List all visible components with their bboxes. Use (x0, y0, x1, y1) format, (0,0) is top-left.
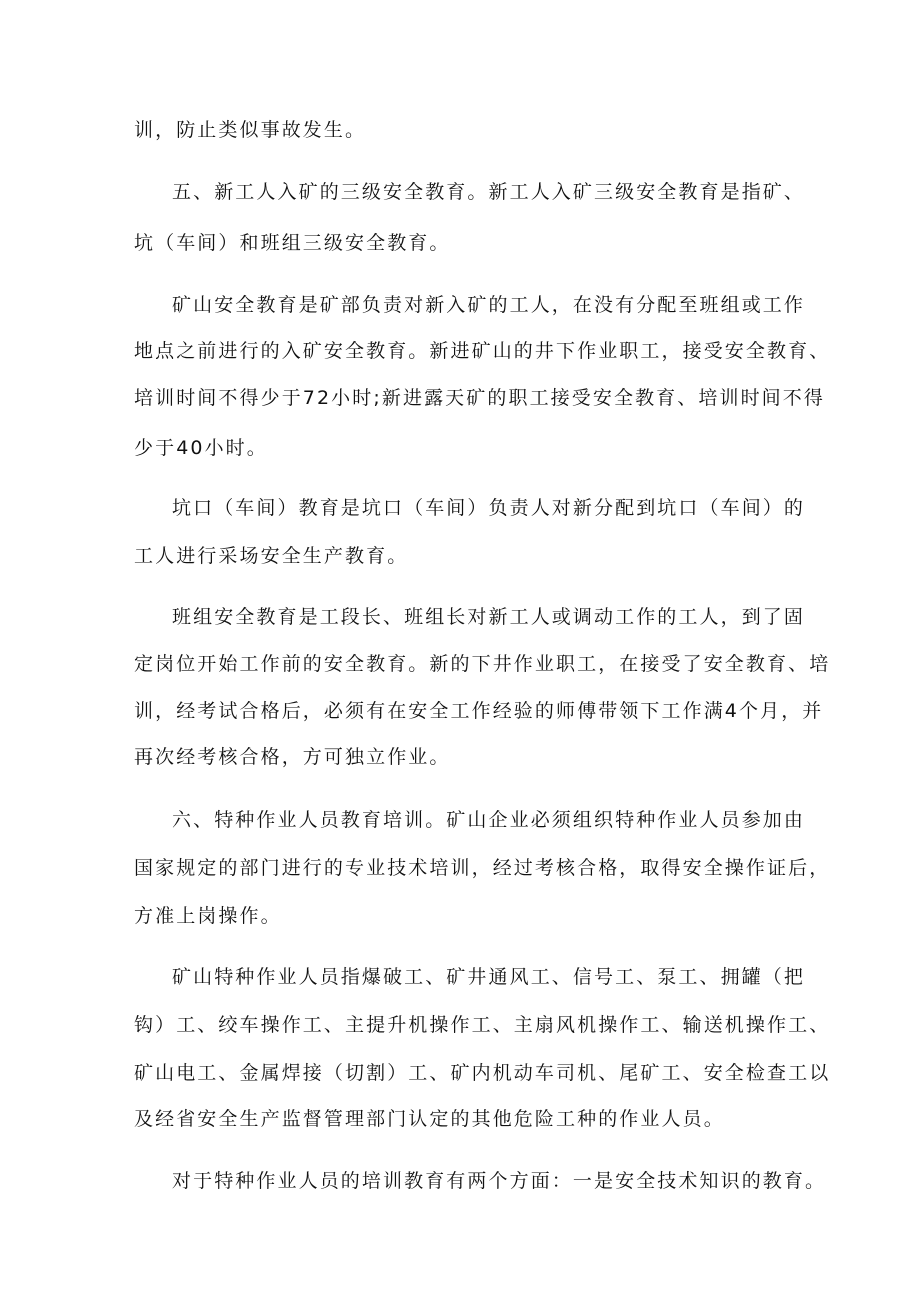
text-line: 方准上岗操作。 (134, 905, 282, 927)
text-line: 钩）工、绞车操作工、主提升机操作工、主扇风机操作工、输送机操作工、 (134, 1014, 831, 1036)
text-line: 地点之前进行的入矿安全教育。新进矿山的井下作业职工，接受安全教育、 (134, 340, 831, 362)
text-line: 训，经考试合格后，必须有在安全工作经验的师傅带领下工作满4个月，并 (134, 700, 824, 722)
text-line: 五、新工人入矿的三级安全教育。新工人入矿三级安全教育是指矿、 (172, 181, 806, 203)
text-line: 培训时间不得少于72小时;新进露天矿的职工接受安全教育、培训时间不得 (134, 387, 825, 409)
text-line: 班组安全教育是工段长、班组长对新工人或调动工作的工人，到了固 (172, 606, 806, 628)
text-line: 工人进行采场安全生产教育。 (134, 545, 409, 567)
text-line: 定岗位开始工作前的安全教育。新的下井作业职工，在接受了安全教育、培 (134, 653, 831, 675)
text-line: 坑口（车间）教育是坑口（车间）负责人对新分配到坑口（车间）的 (172, 497, 806, 519)
text-line: 六、特种作业人员教育培训。矿山企业必须组织特种作业人员参加由 (172, 809, 806, 831)
text-line: 矿山特种作业人员指爆破工、矿井通风工、信号工、泵工、拥罐（把 (172, 966, 806, 988)
text-line: 矿山电工、金属焊接（切割）工、矿内机动车司机、尾矿工、安全检查工以 (134, 1062, 831, 1084)
text-line: 及经省安全生产监督管理部门认定的其他危险工种的作业人员。 (134, 1108, 725, 1130)
text-line: 训，防止类似事故发生。 (134, 119, 367, 141)
text-line: 矿山安全教育是矿部负责对新入矿的工人，在没有分配至班组或工作 (172, 294, 806, 316)
text-line: 再次经考核合格，方可独立作业。 (134, 746, 451, 768)
text-line: 国家规定的部门进行的专业技术培训，经过考核合格，取得安全操作证后， (134, 857, 831, 879)
text-line: 对于特种作业人员的培训教育有两个方面：一是安全技术知识的教育。 (172, 1170, 827, 1192)
text-line: 少于40小时。 (134, 437, 268, 459)
text-line: 坑（车间）和班组三级安全教育。 (134, 232, 451, 254)
